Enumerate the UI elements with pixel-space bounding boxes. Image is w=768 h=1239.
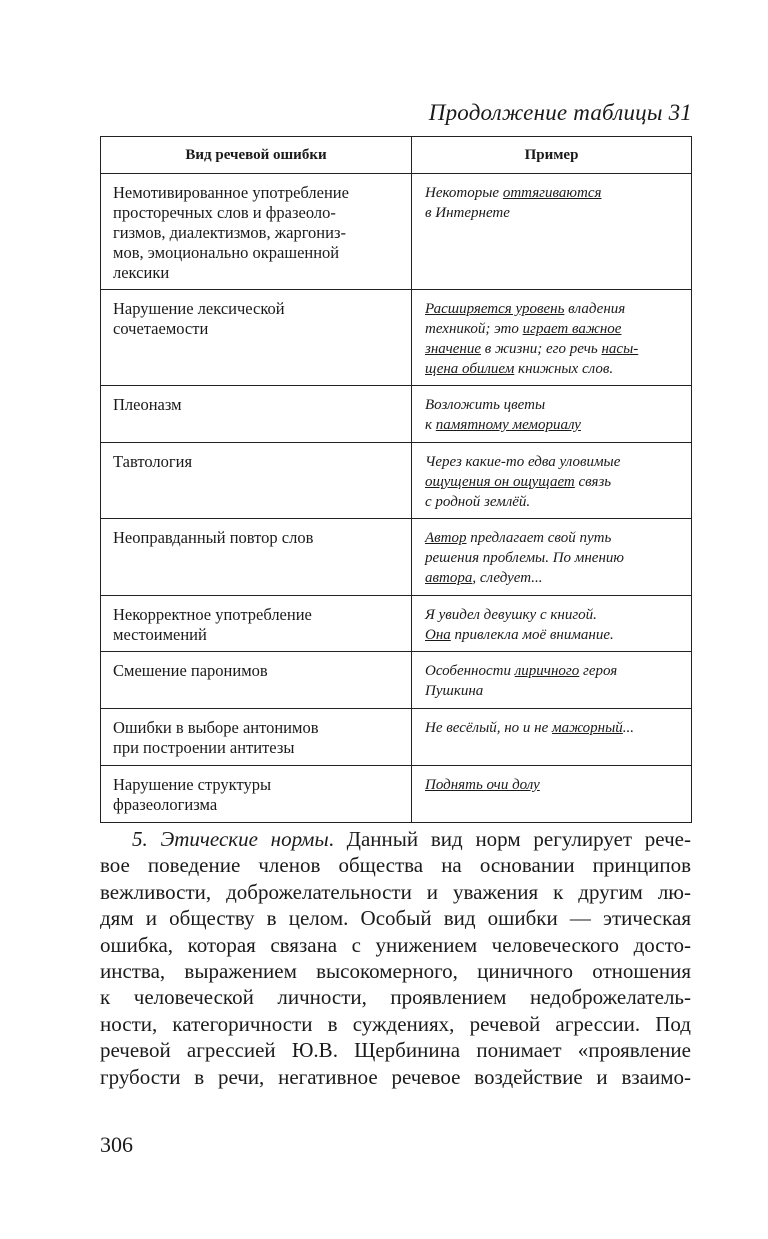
paragraph-line [100,984,691,1010]
error-type-cell [101,443,412,519]
paragraph-line [100,905,691,931]
example-line [425,681,683,701]
error-type-line: просторечных слов и фразеоло- [113,203,336,222]
error-type-cell [101,290,412,386]
example-line [425,605,683,625]
underlined-error-fragment: Автор [425,530,467,546]
example-line [425,339,683,359]
example-cell [412,596,692,652]
error-type-line: Ошибки в выборе антонимов [113,718,319,737]
underlined-error-fragment: лиричного [514,663,580,679]
example-text: Возложить цветы [425,397,546,413]
table-row [101,443,692,519]
paragraph-text: инства, выражением высокомерного, циничного отношения [100,959,691,984]
error-type-cell [101,709,412,766]
table-row [101,519,692,596]
error-type-line: Немотивированное употребление [113,183,349,202]
error-type-line: мов, эмоционально окрашенной [113,243,340,262]
paragraph-text: вежливости, доброжелательности и уважения к другим лю- [100,879,691,904]
example-line [425,625,683,645]
paragraph-text: ности, категоричности в суждениях, речевой агрессии. Под [100,1011,691,1036]
error-type-line: Нарушение лексической [113,299,285,318]
example-text: техникой; это [425,321,523,337]
paragraph-text: грубости в речи, негативное речевое воздействие и взаимо- [100,1064,691,1089]
example-text: привлекла моё внимание. [450,627,614,643]
error-type-cell [101,386,412,443]
underlined-error-fragment: Расширяется уровень [425,301,565,317]
error-type-line: лексики [113,263,170,282]
error-type-line: Некорректное употребление [113,605,312,624]
example-line [425,183,683,203]
underlined-error-fragment: Поднять очи долу [425,777,540,793]
page-number: 306 [100,1132,133,1157]
error-type-cell [101,519,412,596]
example-line [425,359,683,379]
underlined-error-fragment: оттягиваются [502,185,602,201]
table-row [101,290,692,386]
example-text: Через какие-то едва уловимые [425,454,621,470]
table-row [101,386,692,443]
error-type-line: гизмов, диалектизмов, жаргониз- [113,223,346,242]
error-type-line: Смешение паронимов [113,661,268,680]
example-line [425,775,683,795]
example-text: книжных слов. [514,361,614,377]
underlined-error-fragment: мажорный [552,720,623,736]
table-row [101,766,692,823]
paragraph-line [100,826,691,852]
table-row [101,174,692,290]
underlined-error-fragment: Она [425,627,451,643]
example-line [425,299,683,319]
table-body [101,174,692,823]
error-type-line: фразеологизма [113,795,218,814]
example-text: Некоторые [425,185,503,201]
example-cell [412,386,692,443]
example-text: решения проблемы. По мнению [425,550,624,566]
table-row [101,709,692,766]
example-text: связь [574,474,612,490]
example-cell [412,443,692,519]
example-text: предлагает свой путь [466,530,612,546]
speech-errors-table [100,136,692,823]
paragraph-text: . Данный вид норм регулирует рече- [328,827,691,851]
underlined-error-fragment: ощущения он ощущает [425,474,575,490]
body-paragraph [100,826,691,1090]
example-cell [412,290,692,386]
example-line [425,718,683,738]
table-header-row [101,137,692,174]
example-line [425,528,683,548]
paragraph-text: вое поведение членов общества на основании принципов [100,853,691,878]
error-type-line: при построении антитезы [113,738,295,757]
example-text: в Интернете [425,205,510,221]
paragraph-line [100,958,691,984]
paragraph-text: дям и обществу в целом. Особый вид ошибки — этическая [100,906,691,931]
example-cell [412,519,692,596]
example-cell [412,652,692,709]
underlined-error-fragment: значение [425,341,482,357]
paragraph-line [100,1011,691,1037]
example-text: с родной землёй. [425,494,531,510]
error-type-line: местоимений [113,625,207,644]
error-type-cell [101,174,412,290]
example-text: Не весёлый, но и не [425,720,553,736]
example-text: к [425,417,436,433]
error-type-cell [101,596,412,652]
table-caption: Продолжение таблицы 31 [428,100,692,125]
paragraph-text: к человеческой личности, проявлением недоброжелатель- [100,985,691,1010]
example-line [425,452,683,472]
error-type-line: сочетаемости [113,319,209,338]
example-line [425,568,683,588]
example-text: Особенности [425,663,515,679]
example-line [425,395,683,415]
error-type-line: Тавтология [113,452,193,471]
table-row [101,596,692,652]
example-text: Пушкина [425,683,484,699]
example-cell [412,709,692,766]
table-row [101,652,692,709]
example-text: в жизни; его речь [481,341,602,357]
example-line [425,415,683,435]
error-type-line: Нарушение структуры [113,775,272,794]
example-text: Я увидел девушку с книгой. [425,607,597,623]
example-line [425,203,683,223]
example-text: владения [564,301,626,317]
example-line [425,661,683,681]
underlined-error-fragment: автора [425,570,473,586]
example-line [425,472,683,492]
example-line [425,548,683,568]
example-cell [412,174,692,290]
example-line [425,319,683,339]
example-text: героя [579,663,618,679]
paragraph-line [100,932,691,958]
underlined-error-fragment: играет важное [522,321,622,337]
error-type-line: Плеоназм [113,395,182,414]
example-text: ... [622,720,635,736]
underlined-error-fragment: щена обилием [425,361,515,377]
example-cell [412,766,692,823]
error-type-cell [101,766,412,823]
underlined-error-fragment: насы- [601,341,639,357]
header-example: Пример [412,137,692,174]
error-type-cell [101,652,412,709]
example-line [425,492,683,512]
paragraph-line [100,1037,691,1063]
underlined-error-fragment: памятному мемориалу [435,417,581,433]
paragraph-line [100,852,691,878]
paragraph-line [100,1064,691,1090]
paragraph-text: ошибка, которая связана с унижением человеческого досто- [100,932,691,957]
error-type-line: Неоправданный повтор слов [113,528,314,547]
example-text: , следует... [472,570,543,586]
paragraph-line [100,879,691,905]
header-error-type: Вид речевой ошибки [101,137,412,174]
paragraph-text: речевой агрессией Ю.В. Щербинина понимает «проявление [100,1038,691,1063]
section-heading-italic: 5. Этические нормы [132,827,329,851]
